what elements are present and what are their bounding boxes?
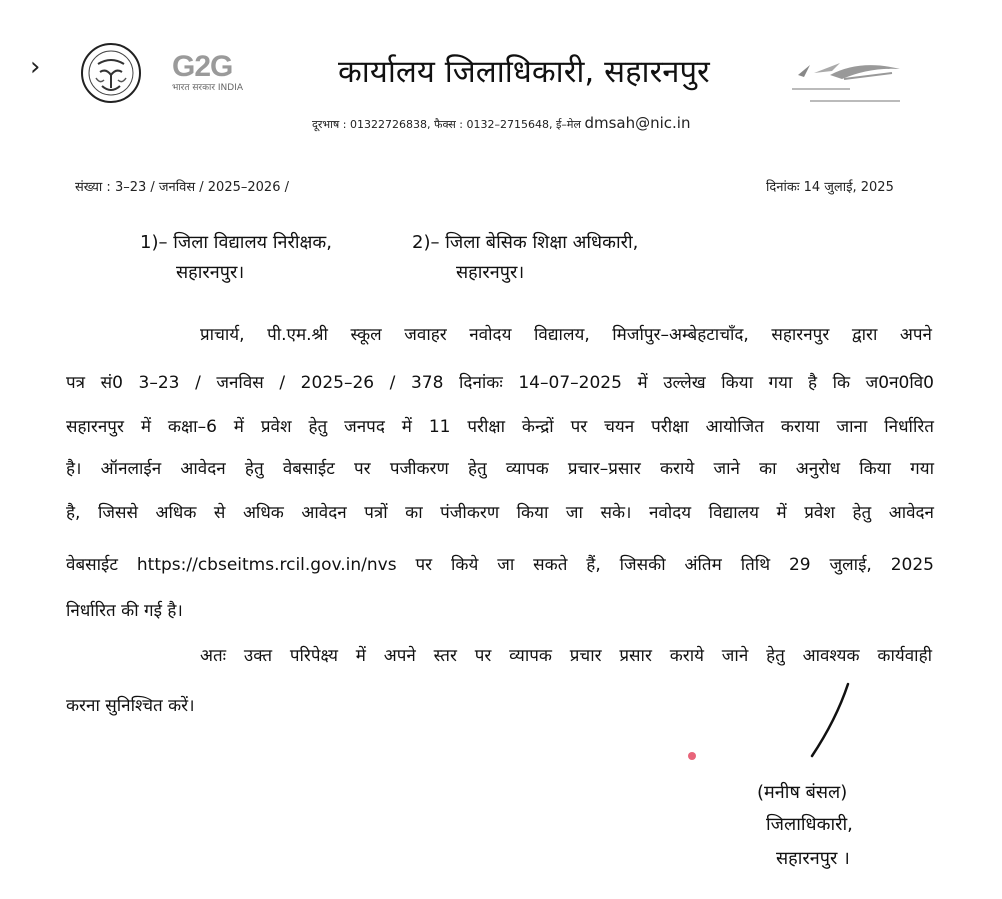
email-address[interactable]: dmsah@nic.in xyxy=(584,114,691,132)
up-government-emblem-icon xyxy=(80,42,142,104)
contact-line xyxy=(312,114,690,132)
body-line-6: वेबसाईट https://cbseitms.rcil.gov.in/nvs पर किये जा सकते हैं, जिसकी अंतिम तिथि 29 जुलाई, 2025 xyxy=(66,555,934,575)
body-line-5: है, जिससे अधिक से अधिक आवेदन पत्रों का पंजीकरण किया जा सके। नवोदय विद्यालय में प्रवेश हेतु आवेदन xyxy=(66,503,934,523)
g2g-logo-icon xyxy=(172,50,258,100)
digital-india-logo-icon xyxy=(780,55,910,110)
date-label: दिनांकः xyxy=(766,180,800,195)
phone-label: दूरभाष : xyxy=(312,118,347,131)
reference-number: संख्या : 3–23 / जनविस / 2025–2026 / xyxy=(75,180,289,195)
g2g-logo-subtext: भारत सरकार INDIA xyxy=(172,83,244,93)
body-line-7: निर्धारित की गई है। xyxy=(66,601,183,621)
body-line-1: प्राचार्य, पी.एम.श्री स्कूल जवाहर नवोदय विद्यालय, मिर्जापुर–अम्बेहटाचाँद, सहारनपुर द्वारा अपने xyxy=(200,325,932,345)
recipient-2 xyxy=(412,228,638,288)
edge-mark: › xyxy=(30,52,41,82)
fax-label: फैक्स : xyxy=(433,118,464,131)
g2g-logo-text: G2G xyxy=(172,50,233,83)
letter-date xyxy=(766,177,894,195)
office-title: कार्यालय जिलाधिकारी, सहारनपुर xyxy=(338,54,710,90)
signatory-place: सहारनपुर । xyxy=(776,848,850,869)
body-line-8: अतः उक्त परिपेक्ष्य में अपने स्तर पर व्यापक प्रचार प्रसार कराये जाने हेतु आवश्यक कार्यवाही xyxy=(200,646,932,666)
date-value: 14 जुलाई, 2025 xyxy=(803,180,894,195)
body-line-3: सहारनपुर में कक्षा–6 में प्रवेश हेतु जनपद में 11 परीक्षा केन्द्रों पर चयन परीक्षा आयोजित कराया जाना निर्धारित xyxy=(66,417,934,437)
recipient-1 xyxy=(140,228,332,288)
body-line-4: है। ऑनलाईन आवेदन हेतु वेबसाईट पर पजीकरण हेतु व्यापक प्रचार–प्रसार कराये जाने का अनुरोध किया गया xyxy=(66,459,934,479)
signature-stroke-icon xyxy=(806,680,856,760)
recipient-1-title: 1)– जिला विद्यालय निरीक्षक, xyxy=(140,232,332,253)
email-label: ई–मेल xyxy=(556,118,581,131)
signatory-name: (मनीष बंसल) xyxy=(757,782,848,803)
recipient-2-title: 2)– जिला बेसिक शिक्षा अधिकारी, xyxy=(412,232,639,253)
body-line-2: पत्र सं0 3–23 / जनविस / 2025–26 / 378 दिनांकः 14–07–2025 में उल्लेख किया गया है कि ज0न0वि0 xyxy=(66,373,934,393)
recipient-2-place: सहारनपुर। xyxy=(456,262,525,283)
fax-number: 0132–2715648, xyxy=(466,118,553,131)
recipient-1-place: सहारनपुर। xyxy=(176,262,245,283)
phone-number: 01322726838, xyxy=(349,118,431,131)
stray-mark xyxy=(688,752,696,760)
body-line-9: करना सुनिश्चित करें। xyxy=(66,696,195,716)
signatory-designation: जिलाधिकारी, xyxy=(766,814,853,835)
